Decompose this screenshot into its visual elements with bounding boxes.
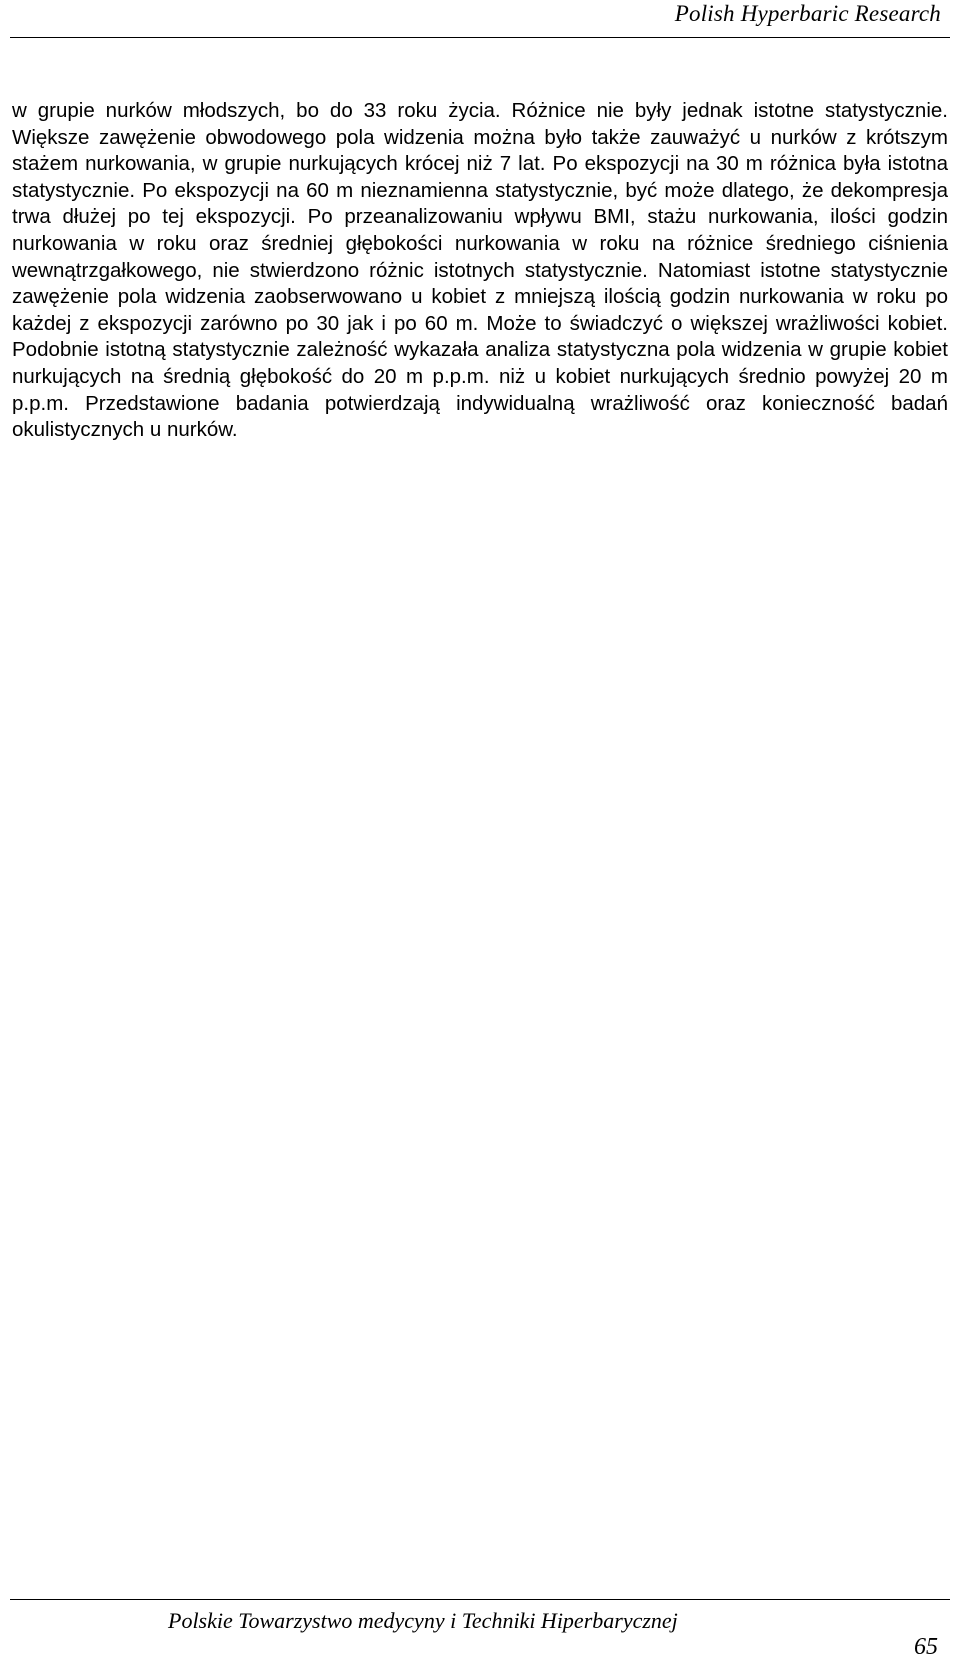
header-divider <box>10 37 950 38</box>
page-number: 65 <box>914 1634 938 1660</box>
document-body <box>12 98 948 444</box>
body-paragraph: w grupie nurków młodszych, bo do 33 roku życia. Różnice nie były jednak istotne statystycznie. Większe zawężenie obwodowego pola widzenia można było także zauważyć u nurków z krótszym stażem nurkowania, w grupie nurkujących krócej niż 7 lat. Po ekspozycji na 30 m różnica była istotna statystycznie. Po ekspozycji na 60 m nieznamienna statystycznie, być może dlatego, że dekompresja trwa dłużej po tej ekspozycji. Po przeanalizowaniu wpływu BMI, stażu nurkowania, ilości godzin nurkowania w roku oraz średniej głębokości nurkowania w roku na różnice średniego ciśnienia wewnątrzgałkowego, nie stwierdzono różnic istotnych statystycznie. Natomiast istotne statystycznie zawężenie pola widzenia zaobserwowano u kobiet z mniejszą ilością godzin nurkowania w roku po każdej z ekspozycji zarówno po 30 jak i po 60 m. Może to świadczyć o większej wrażliwości kobiet. Podobnie istotną statystycznie zależność wykazała analiza statystyczna pola widzenia w grupie kobiet nurkujących na średnią głębokość do 20 m p.p.m. niż u kobiet nurkujących średnio powyżej 20 m p.p.m. Przedstawione badania potwierdzają indywidualną wrażliwość oraz konieczność badań okulistycznych u nurków. <box>12 99 948 442</box>
running-header: Polish Hyperbaric Research <box>674 1 941 26</box>
footer-society-name: Polskie Towarzystwo medycyny i Techniki Hiperbarycznej <box>168 1608 678 1633</box>
footer-divider <box>10 1599 950 1600</box>
